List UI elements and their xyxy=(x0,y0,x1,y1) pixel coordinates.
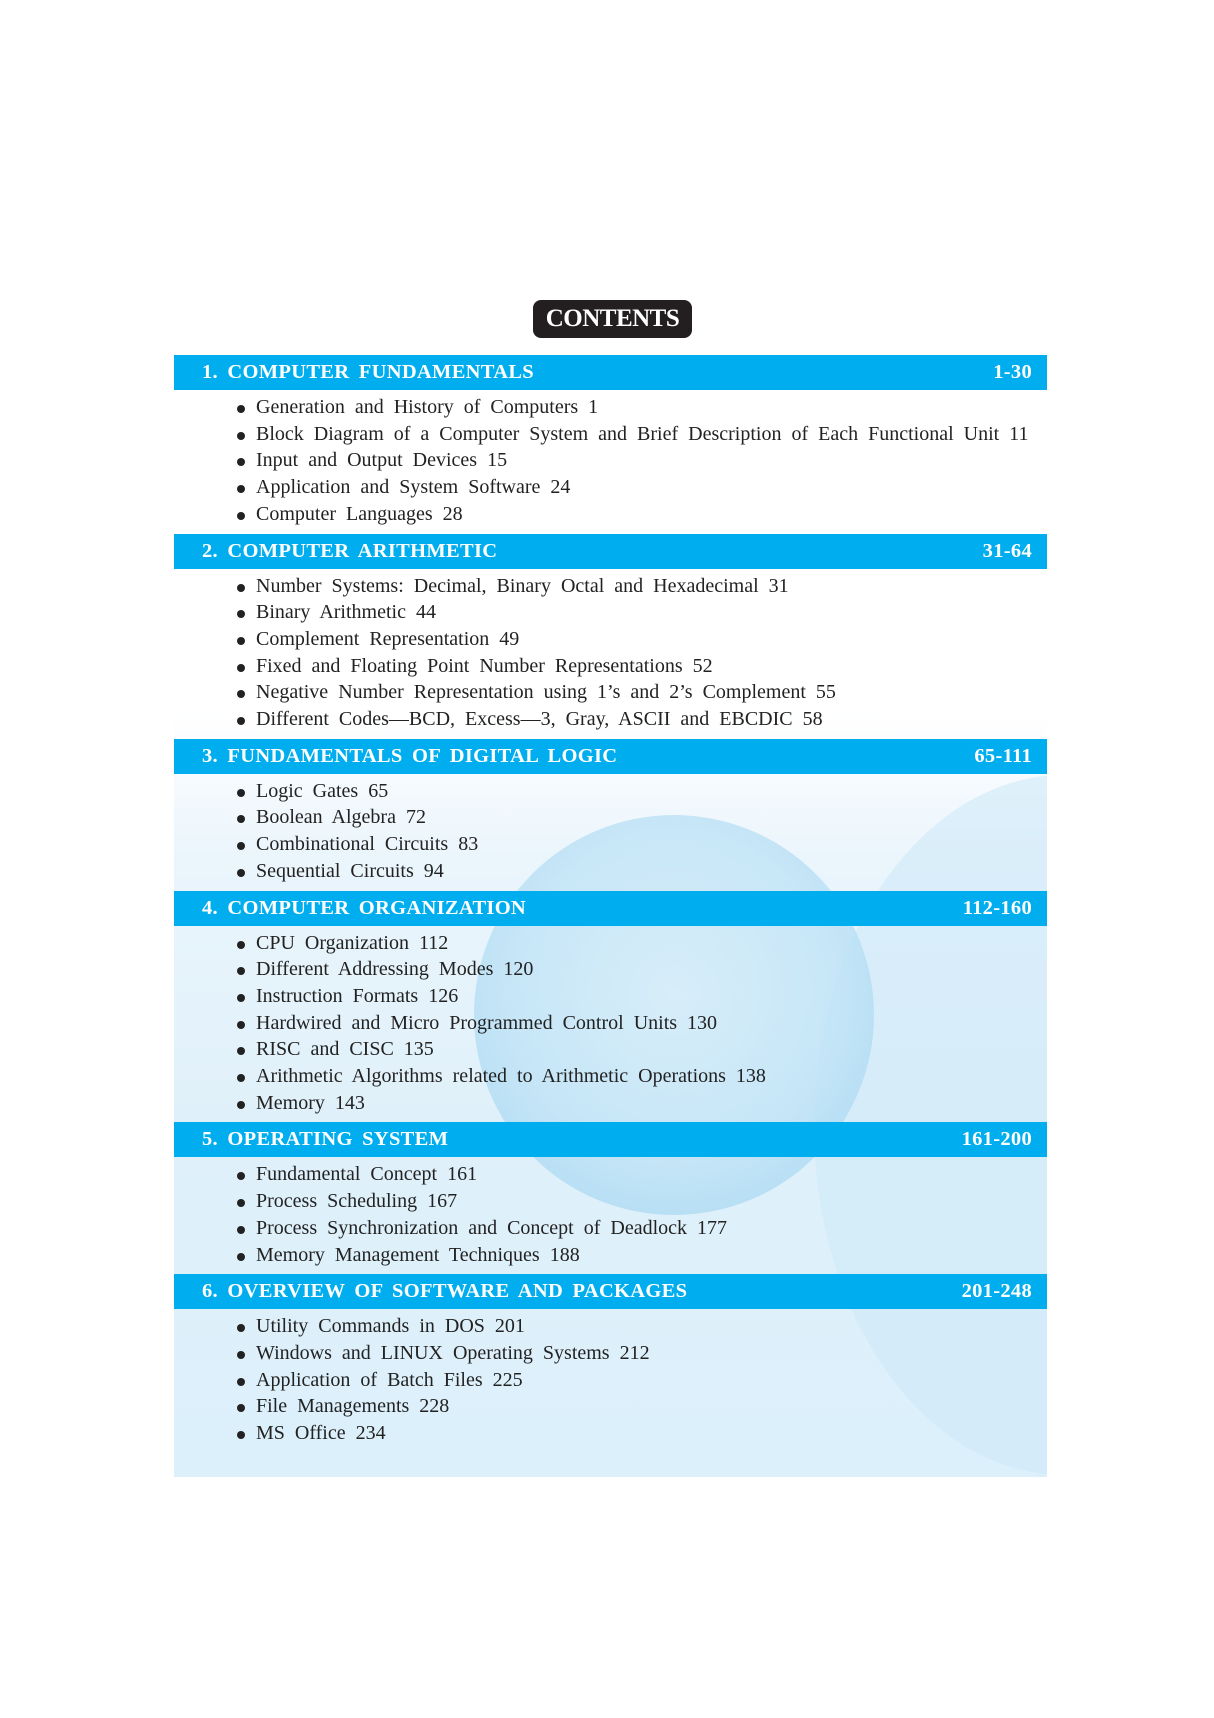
list-item[interactable] xyxy=(174,1420,1047,1447)
item-text: CPU Organization 112 xyxy=(256,931,449,954)
section-page-range: 201-248 xyxy=(961,1280,1032,1303)
section-header[interactable] xyxy=(174,891,1047,926)
section-items xyxy=(174,1157,1047,1274)
list-item[interactable] xyxy=(174,956,1047,983)
bullet-icon xyxy=(237,432,245,440)
list-item[interactable] xyxy=(174,1242,1047,1269)
list-item[interactable] xyxy=(174,1340,1047,1367)
bullet-icon xyxy=(237,1226,245,1234)
list-item[interactable] xyxy=(174,831,1047,858)
section-page-range: 112-160 xyxy=(962,896,1032,919)
bullet-icon xyxy=(237,1351,245,1359)
list-item[interactable] xyxy=(174,1036,1047,1063)
list-item[interactable] xyxy=(174,1188,1047,1215)
section-items xyxy=(174,569,1047,739)
bullet-icon xyxy=(237,994,245,1002)
item-text: Process Scheduling 167 xyxy=(256,1190,458,1213)
contents-title: CONTENTS xyxy=(533,300,692,338)
item-text: Boolean Algebra 72 xyxy=(256,806,426,829)
section-page-range: 1-30 xyxy=(993,361,1032,383)
list-item[interactable] xyxy=(174,1313,1047,1340)
bullet-icon xyxy=(237,842,245,850)
bullet-icon xyxy=(237,610,245,618)
item-text: Number Systems: Decimal, Binary Octal and Hexadecimal 31 xyxy=(256,574,789,597)
bullet-icon xyxy=(237,815,245,823)
bullet-icon xyxy=(237,405,245,413)
item-text: Logic Gates 65 xyxy=(256,779,389,802)
bullet-icon xyxy=(237,1101,245,1109)
list-item[interactable] xyxy=(174,858,1047,885)
section-heading: 1. COMPUTER FUNDAMENTALS xyxy=(202,361,534,383)
section-header[interactable] xyxy=(174,739,1047,774)
section-header[interactable] xyxy=(174,1274,1047,1309)
list-item[interactable] xyxy=(174,1090,1047,1117)
bullet-icon xyxy=(237,637,245,645)
item-text: Memory Management Techniques 188 xyxy=(256,1243,580,1266)
bullet-icon xyxy=(237,1324,245,1332)
bullet-icon xyxy=(237,941,245,949)
section-heading: 3. FUNDAMENTALS OF DIGITAL LOGIC xyxy=(202,744,618,767)
section-page-range: 65-111 xyxy=(974,744,1032,767)
list-item[interactable] xyxy=(174,501,1047,528)
item-text: Process Synchronization and Concept of Deadlock 177 xyxy=(256,1216,728,1239)
item-text: Utility Commands in DOS 201 xyxy=(256,1315,525,1338)
item-text: Windows and LINUX Operating Systems 212 xyxy=(256,1341,650,1364)
item-text: Application and System Software 24 xyxy=(256,476,571,499)
section-page-range: 31-64 xyxy=(982,539,1032,562)
list-item[interactable] xyxy=(174,983,1047,1010)
item-text: Memory 143 xyxy=(256,1091,365,1114)
list-item[interactable] xyxy=(174,1063,1047,1090)
sections-list xyxy=(174,355,1047,1453)
section-heading: 6. OVERVIEW OF SOFTWARE AND PACKAGES xyxy=(202,1280,688,1303)
list-item[interactable] xyxy=(174,1367,1047,1394)
section-header[interactable] xyxy=(174,355,1047,390)
bullet-icon xyxy=(237,485,245,493)
item-text: Instruction Formats 126 xyxy=(256,984,459,1007)
section-header[interactable] xyxy=(174,1122,1047,1157)
bullet-icon xyxy=(237,664,245,672)
bullet-icon xyxy=(237,1404,245,1412)
list-item[interactable] xyxy=(174,653,1047,680)
list-item[interactable] xyxy=(174,474,1047,501)
list-item[interactable] xyxy=(174,706,1047,733)
list-item[interactable] xyxy=(174,679,1047,706)
item-text: Block Diagram of a Computer System and Brief Description of Each Functional Unit 11 xyxy=(256,422,1029,445)
list-item[interactable] xyxy=(174,447,1047,474)
list-item[interactable] xyxy=(174,778,1047,805)
section xyxy=(174,891,1047,1123)
bullet-icon xyxy=(237,1199,245,1207)
item-text: Arithmetic Algorithms related to Arithmetic Operations 138 xyxy=(256,1065,766,1088)
list-item[interactable] xyxy=(174,1010,1047,1037)
section-heading: 4. COMPUTER ORGANIZATION xyxy=(202,896,527,919)
bullet-icon xyxy=(237,1378,245,1386)
list-item[interactable] xyxy=(174,394,1047,421)
item-text: Application of Batch Files 225 xyxy=(256,1368,523,1391)
section-items xyxy=(174,1309,1047,1453)
bullet-icon xyxy=(237,1021,245,1029)
bullet-icon xyxy=(237,690,245,698)
item-text: Binary Arithmetic 44 xyxy=(256,601,436,624)
item-text: Negative Number Representation using 1’s and 2’s Complement 55 xyxy=(256,681,836,704)
item-text: Hardwired and Micro Programmed Control Units 130 xyxy=(256,1011,718,1034)
list-item[interactable] xyxy=(174,930,1047,957)
section-items xyxy=(174,926,1047,1123)
list-item[interactable] xyxy=(174,421,1047,448)
bullet-icon xyxy=(237,1253,245,1261)
item-text: Fixed and Floating Point Number Representations 52 xyxy=(256,654,713,677)
item-text: Fundamental Concept 161 xyxy=(256,1163,478,1186)
list-item[interactable] xyxy=(174,1215,1047,1242)
bullet-icon xyxy=(237,458,245,466)
list-item[interactable] xyxy=(174,804,1047,831)
list-item[interactable] xyxy=(174,599,1047,626)
list-item[interactable] xyxy=(174,573,1047,600)
item-text: Input and Output Devices 15 xyxy=(256,449,508,472)
section xyxy=(174,1122,1047,1274)
item-text: RISC and CISC 135 xyxy=(256,1038,434,1061)
bullet-icon xyxy=(237,869,245,877)
bullet-icon xyxy=(237,967,245,975)
list-item[interactable] xyxy=(174,1393,1047,1420)
section-heading: 2. COMPUTER ARITHMETIC xyxy=(202,539,498,562)
section-items xyxy=(174,774,1047,891)
section xyxy=(174,534,1047,739)
section xyxy=(174,1274,1047,1453)
bullet-icon xyxy=(237,1047,245,1055)
bullet-icon xyxy=(237,1172,245,1180)
item-text: Computer Languages 28 xyxy=(256,502,463,525)
bullet-icon xyxy=(237,1431,245,1439)
bullet-icon xyxy=(237,717,245,725)
contents-panel xyxy=(174,355,1047,1477)
list-item[interactable] xyxy=(174,1161,1047,1188)
section-page-range: 161-200 xyxy=(961,1128,1032,1151)
section xyxy=(174,355,1047,534)
section-header[interactable] xyxy=(174,534,1047,569)
item-text: File Managements 228 xyxy=(256,1395,450,1418)
list-item[interactable] xyxy=(174,626,1047,653)
bullet-icon xyxy=(237,512,245,520)
section xyxy=(174,739,1047,891)
section-items xyxy=(174,390,1047,534)
item-text: Combinational Circuits 83 xyxy=(256,833,479,856)
item-text: Generation and History of Computers 1 xyxy=(256,396,599,418)
item-text: Different Codes—BCD, Excess—3, Gray, ASCII and EBCDIC 58 xyxy=(256,708,823,731)
item-text: Different Addressing Modes 120 xyxy=(256,958,534,981)
bullet-icon xyxy=(237,584,245,592)
item-text: Sequential Circuits 94 xyxy=(256,859,444,882)
section-heading: 5. OPERATING SYSTEM xyxy=(202,1128,449,1151)
bullet-icon xyxy=(237,1074,245,1082)
item-text: Complement Representation 49 xyxy=(256,627,520,650)
item-text: MS Office 234 xyxy=(256,1422,386,1445)
bullet-icon xyxy=(237,789,245,797)
